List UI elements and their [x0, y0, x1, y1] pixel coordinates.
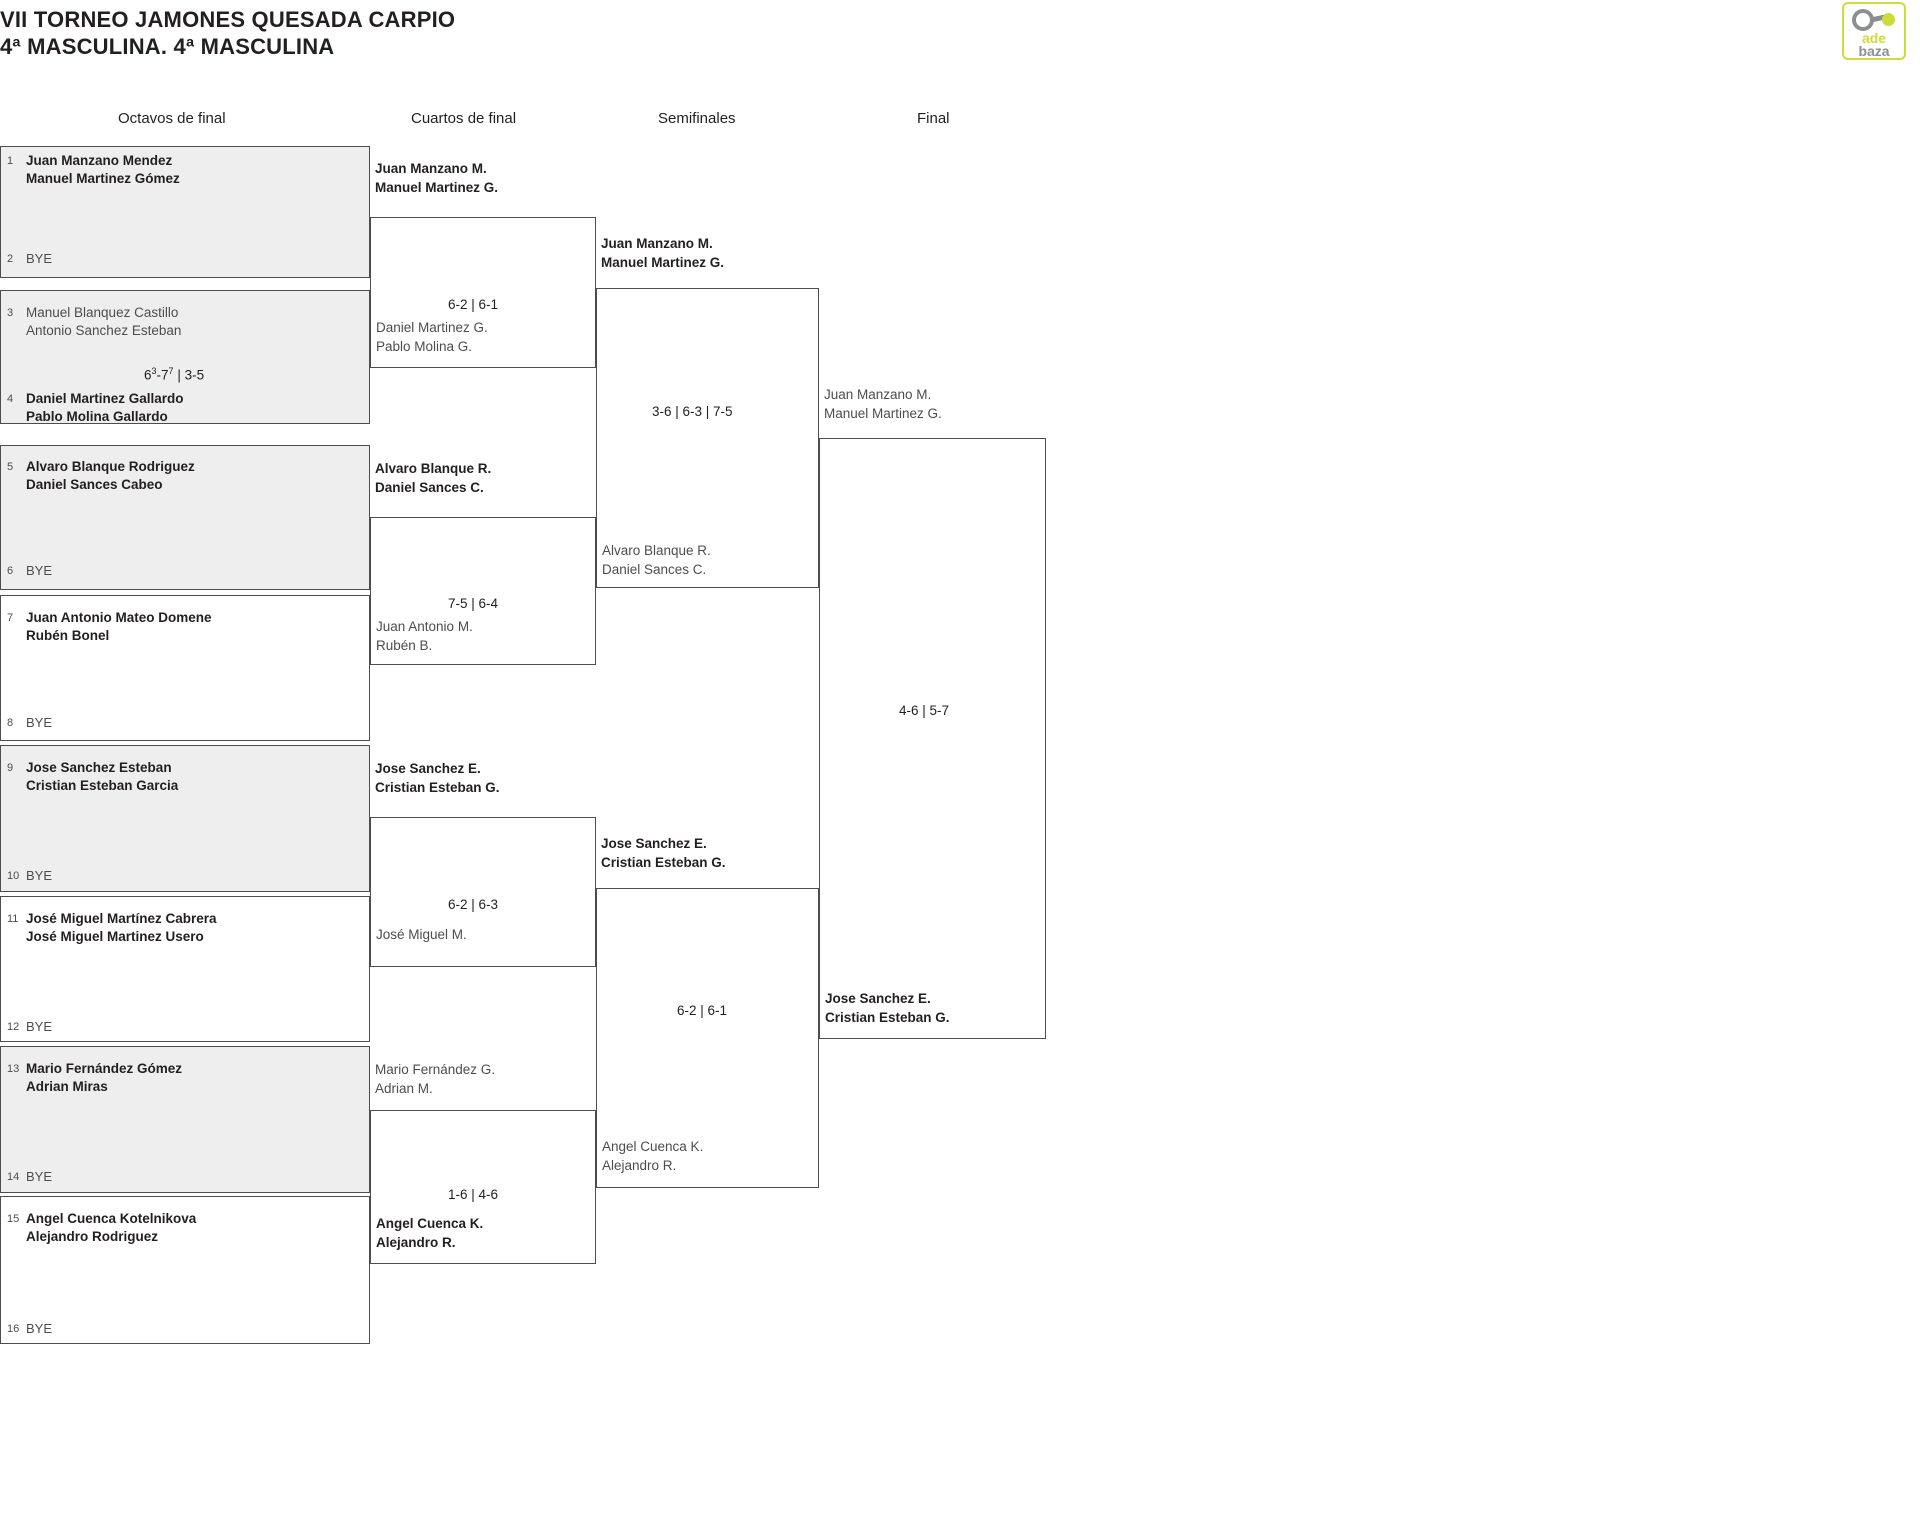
player-name: Jose Sanchez E.: [375, 761, 481, 776]
seed-number: 6: [7, 565, 14, 577]
player-name: Manuel Martinez Gómez: [26, 171, 180, 186]
player-name: Daniel Sances Cabeo: [26, 477, 163, 492]
player-name: Daniel Sances C.: [375, 480, 484, 495]
table-row[interactable]: [0, 1196, 370, 1344]
player-name: Alvaro Blanque R.: [602, 543, 711, 558]
player-name: Mario Fernández Gómez: [26, 1061, 183, 1076]
seed-number: 4: [7, 393, 14, 405]
player-name: Angel Cuenca Kotelnikova: [26, 1211, 197, 1226]
table-row[interactable]: [370, 217, 596, 368]
player-name: Angel Cuenca K.: [376, 1216, 484, 1231]
bye-label: BYE: [26, 715, 53, 730]
player-name: Cristian Esteban G.: [825, 1010, 950, 1025]
player-name: Antonio Sanchez Esteban: [26, 323, 182, 338]
table-row[interactable]: [0, 896, 370, 1042]
player-name: José Miguel M.: [376, 927, 467, 942]
match-score: 6-2 | 6-1: [448, 297, 499, 312]
player-name: Rubén B.: [376, 638, 433, 653]
table-row[interactable]: [0, 146, 370, 278]
table-row[interactable]: [0, 595, 370, 741]
player-name: Juan Antonio Mateo Domene: [26, 610, 212, 625]
table-row[interactable]: [370, 1110, 596, 1264]
seed-number: 1: [7, 155, 14, 167]
table-row[interactable]: [0, 290, 370, 424]
seed-number: 10: [7, 870, 20, 882]
bye-label: BYE: [26, 1169, 53, 1184]
player-name: Pablo Molina G.: [376, 339, 473, 354]
player-name: Daniel Martinez G.: [376, 320, 488, 335]
bye-label: BYE: [26, 868, 53, 883]
player-name: Daniel Sances C.: [602, 562, 707, 577]
seed-number: 13: [7, 1063, 20, 1075]
player-name: Pablo Molina Gallardo: [26, 409, 168, 424]
player-name: José Miguel Martinez Usero: [26, 929, 204, 944]
seed-number: 8: [7, 717, 14, 729]
match-score: 4-6 | 5-7: [899, 703, 950, 718]
table-row[interactable]: [0, 445, 370, 590]
bye-label: BYE: [26, 563, 53, 578]
seed-number: 3: [7, 307, 14, 319]
player-name: José Miguel Martínez Cabrera: [26, 911, 217, 926]
round-header-semifinales: Semifinales: [658, 110, 736, 127]
player-name: Manuel Martinez G.: [375, 180, 499, 195]
match-score: 6-2 | 6-3: [448, 897, 499, 912]
table-row[interactable]: [0, 1046, 370, 1193]
match-score: 1-6 | 4-6: [448, 1187, 499, 1202]
player-name: Alejandro R.: [602, 1158, 677, 1173]
player-name: Juan Manzano M.: [824, 387, 932, 402]
round-header-final: Final: [917, 110, 950, 127]
match-score: 6-2 | 6-1: [677, 1003, 728, 1018]
bye-label: BYE: [26, 1321, 53, 1336]
player-name: Angel Cuenca K.: [602, 1139, 704, 1154]
page-title-line-2: 4ª MASCULINA. 4ª MASCULINA: [0, 34, 335, 59]
round-header-octavos: Octavos de final: [118, 110, 226, 127]
logo-text: [1844, 32, 1904, 58]
logo-dot-icon: [1882, 13, 1895, 26]
player-name: Alejandro Rodriguez: [26, 1229, 159, 1244]
table-row[interactable]: [819, 438, 1046, 1039]
table-row[interactable]: [370, 517, 596, 665]
logo-text-bottom: baza: [1858, 43, 1890, 59]
table-row[interactable]: [370, 817, 596, 967]
player-name: Rubén Bonel: [26, 628, 110, 643]
player-name: Manuel Martinez G.: [601, 255, 725, 270]
player-name: Juan Manzano Mendez: [26, 153, 173, 168]
player-name: Jose Sanchez Esteban: [26, 760, 172, 775]
player-name: Jose Sanchez E.: [601, 836, 707, 851]
match-score: 3-6 | 6-3 | 7-5: [652, 404, 733, 419]
player-name: Alejandro R.: [376, 1235, 456, 1250]
player-name: Manuel Martinez G.: [824, 406, 942, 421]
logo-text-top: ade: [1861, 30, 1887, 46]
player-name: Jose Sanchez E.: [825, 991, 931, 1006]
player-name: Cristian Esteban G.: [375, 780, 500, 795]
seed-number: 14: [7, 1171, 20, 1183]
player-name: Cristian Esteban G.: [601, 855, 726, 870]
player-name: Adrian Miras: [26, 1079, 108, 1094]
bye-label: BYE: [26, 1019, 53, 1034]
table-row[interactable]: [596, 288, 819, 588]
player-name: Adrian M.: [375, 1081, 433, 1096]
match-score: 7-5 | 6-4: [448, 596, 499, 611]
player-name: Mario Fernández G.: [375, 1062, 496, 1077]
seed-number: 15: [7, 1213, 20, 1225]
player-name: Cristian Esteban Garcia: [26, 778, 179, 793]
player-name: Alvaro Blanque Rodriguez: [26, 459, 195, 474]
seed-number: 16: [7, 1323, 20, 1335]
seed-number: 2: [7, 253, 14, 265]
player-name: Juan Manzano M.: [601, 236, 713, 251]
tournament-title: [0, 6, 1100, 60]
player-name: Manuel Blanquez Castillo: [26, 305, 179, 320]
table-row[interactable]: [596, 888, 819, 1188]
player-name: Alvaro Blanque R.: [375, 461, 492, 476]
player-name: Juan Manzano M.: [375, 161, 487, 176]
round-header-cuartos: Cuartos de final: [411, 110, 517, 127]
table-row[interactable]: [0, 745, 370, 892]
padelbaza-logo: [1842, 2, 1906, 60]
match-score: $6^3-7^7$ | 3-5: [144, 366, 205, 383]
seed-number: 7: [7, 612, 14, 624]
player-name: Daniel Martinez Gallardo: [26, 391, 184, 406]
seed-number: 11: [7, 913, 19, 925]
seed-number: 12: [7, 1021, 20, 1033]
seed-number: 5: [7, 461, 14, 473]
player-name: Juan Antonio M.: [376, 619, 473, 634]
page-title-line-1: VII TORNEO JAMONES QUESADA CARPIO: [0, 7, 456, 32]
seed-number: 9: [7, 762, 14, 774]
bye-label: BYE: [26, 251, 53, 266]
